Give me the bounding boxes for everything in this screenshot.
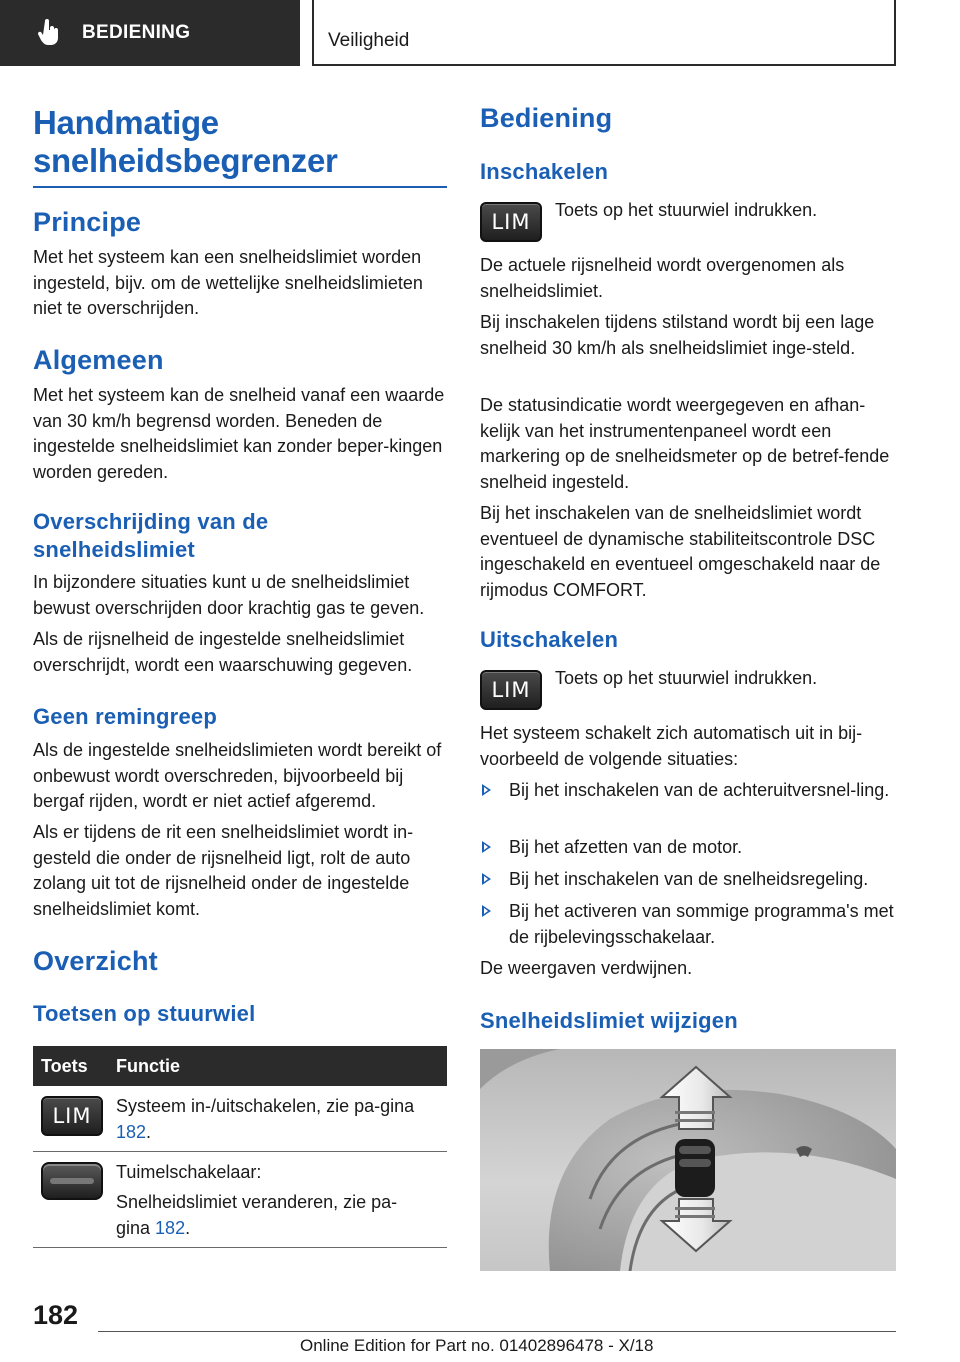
overzicht-heading: Overzicht <box>33 946 158 976</box>
hand-pointer-icon <box>36 18 62 48</box>
rocker-switch-icon <box>41 1162 103 1200</box>
inschakelen-key-text: Toets op het stuurwiel indrukken. <box>555 200 818 220</box>
list-item-text: Bij het activeren van sommige programma's met de rijbelevingsschakelaar. <box>509 901 894 947</box>
toetsen-heading: Toetsen op stuurwiel <box>33 1001 256 1026</box>
table-header-functie: Functie <box>116 1056 181 1076</box>
bediening-heading: Bediening <box>480 103 613 133</box>
header-section-label: BEDIENING <box>82 22 191 43</box>
list-item <box>480 778 896 804</box>
footer-edition-text: Online Edition for Part no. 01402896478 - X/18 <box>300 1336 654 1355</box>
list-item-text: Bij het inschakelen van de snelheidsregeling. <box>509 869 869 889</box>
page-reference-link[interactable]: 182 <box>155 1217 186 1238</box>
algemeen-text: Met het systeem kan de snelheid vanaf een waarde van 30 km/h begrensd worden. Beneden de ingestelde snelheidslimiet kan zonder beper-kingen worden gereden. <box>33 385 445 482</box>
lim-button-icon <box>480 202 542 242</box>
geen-remingreep-text-2: Als er tijdens de rit een snelheidslimiet wordt in-gesteld die onder de rijsnelheid ligt, rolt de auto zolang uit tot de rijsnelheid onder de ingestelde snelheidslimiet komt. <box>33 822 414 919</box>
page-title: Handmatige snelheidsbegrenzer <box>33 104 447 188</box>
overschrijding-heading: Overschrijding van de snelheidslimiet <box>33 509 269 562</box>
list-item-text: Bij het afzetten van de motor. <box>509 837 743 857</box>
algemeen-heading: Algemeen <box>33 345 164 375</box>
footer-divider <box>98 1331 896 1332</box>
inschakelen-text-2: Bij inschakelen tijdens stilstand wordt bij een lage snelheid 30 km/h als snelheidslimiet inge-steld. <box>480 312 875 358</box>
geen-remingreep-text-1: Als de ingestelde snelheidslimieten wordt bereikt of onbewust wordt overschreden, bijvoorbeeld bij bergaf rijden, wordt er niet actief afgeremd. <box>33 740 442 811</box>
list-item <box>480 835 896 861</box>
table-row-1-text: Systeem in-/uitschakelen, zie pa-gina 182. <box>116 1096 415 1142</box>
header-chapter-label: Veiligheid <box>328 30 410 51</box>
bullet-triangle-icon <box>482 784 491 796</box>
lim-button-icon <box>480 670 542 710</box>
list-item <box>480 899 896 950</box>
lim-button-label: LIM <box>491 678 531 702</box>
table-row <box>33 1152 447 1248</box>
table-header-toets: Toets <box>41 1056 88 1076</box>
bullet-triangle-icon <box>482 873 491 885</box>
bullet-triangle-icon <box>482 905 491 917</box>
list-item <box>480 867 896 893</box>
uitschakelen-heading: Uitschakelen <box>480 627 619 652</box>
table-row-2-title: Tuimelschakelaar: <box>116 1162 262 1182</box>
uitschakelen-text-1: Het systeem schakelt zich automatisch uit in bij-voorbeeld de volgende situaties: <box>480 723 863 769</box>
uitschakelen-key-text: Toets op het stuurwiel indrukken. <box>555 668 818 688</box>
geen-remingreep-heading: Geen remingreep <box>33 704 217 729</box>
table-row-2-description: Snelheidslimiet veranderen, zie pa-gina <box>116 1192 398 1238</box>
header-chapter-box <box>312 0 896 66</box>
inschakelen-text-4: Bij het inschakelen van de snelheidslimiet wordt eventueel de dynamische stabiliteitscontrole DSC ingeschakeld en eventueel omgeschakeld naar de rijmodus COMFORT. <box>480 503 881 600</box>
snelheidslimiet-wijzigen-heading: Snelheidslimiet wijzigen <box>480 1008 738 1033</box>
lim-button-icon <box>41 1096 103 1136</box>
header-section-tab <box>0 0 300 66</box>
principe-text: Met het systeem kan een snelheidslimiet worden ingesteld, bijv. om de wettelijke snelheidslimieten niet te overschrijden. <box>33 247 423 318</box>
inschakelen-heading: Inschakelen <box>480 159 609 184</box>
page-number: 182 <box>33 1300 79 1330</box>
inschakelen-text-1: De actuele rijsnelheid wordt overgenomen als snelheidslimiet. <box>480 255 845 301</box>
table-row-1-description: Systeem in-/uitschakelen, zie pa-gina <box>116 1096 415 1116</box>
page-reference-link[interactable]: 182 <box>116 1121 147 1142</box>
lim-button-label: LIM <box>52 1104 92 1128</box>
overschrijding-text-1: In bijzondere situaties kunt u de snelheidslimiet bewust overschrijden door krachtig gas te geven. <box>33 572 425 618</box>
overschrijding-text-2: Als de rijsnelheid de ingestelde snelheidslimiet overschrijdt, wordt een waarschuwing gegeven. <box>33 629 413 675</box>
table-row <box>33 1086 447 1152</box>
table-header <box>33 1046 447 1086</box>
steering-wheel-photo <box>480 1049 896 1271</box>
uitschakelen-text-2: De weergaven verdwijnen. <box>480 958 693 978</box>
lim-button-label: LIM <box>491 210 531 234</box>
table-row-2-text: Snelheidslimiet veranderen, zie pa-gina 182. <box>116 1192 398 1238</box>
principe-heading: Principe <box>33 207 142 237</box>
bullet-triangle-icon <box>482 841 491 853</box>
list-item-text: Bij het inschakelen van de achteruitversnel-ling. <box>509 780 890 800</box>
inschakelen-text-3: De statusindicatie wordt weergegeven en afhan-kelijk van het instrumentenpaneel wordt een markering op de snelheidsmeter op de betref-fende snelheid ingesteld. <box>480 395 890 492</box>
